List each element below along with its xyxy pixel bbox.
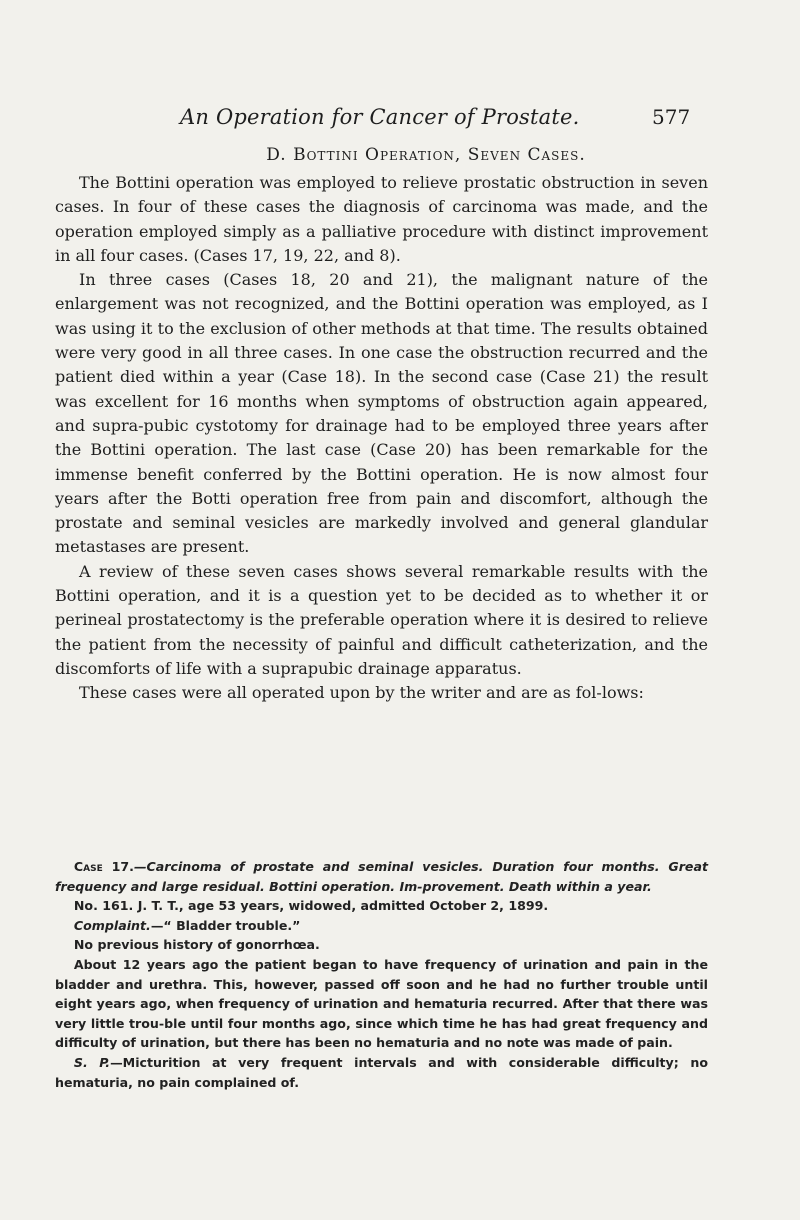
running-title: An Operation for Cancer of Prostate.: [180, 105, 580, 129]
section-heading: D. Bottini Operation, Seven Cases.: [266, 145, 586, 165]
complaint-label: Complaint.: [73, 917, 151, 933]
body-paragraph: The Bottini operation was employed to relieve prostatic obstruction in seven cases. In four of these cases the diagnosis of carcinoma was made, and the operation employed simply as a palliative procedure with distinct improvement in all four cases. (Cases 17, 19, 22, and 8).: [55, 173, 708, 265]
page-number: 577: [652, 105, 691, 129]
case-heading: [55, 857, 708, 896]
case-title: —Carcinoma of prostate and seminal vesicles. Duration four months. Great frequency and large residual. Bottini operation. Im-provement. Death within a year.: [55, 859, 708, 894]
sp-label: S. P.: [73, 1054, 111, 1070]
body-paragraph: In three cases (Cases 18, 20 and 21), the malignant nature of the enlargement was not recognized, and the Bottini operation was employed, as I was using it to the exclusion of other methods at that time. The results obtained were very good in all three cases. In one case the obstruction recurred and the patient died within a year (Case 18). In the second case (Case 21) the result was excellent for 16 months when symptoms of obstruction again appeared, and supra-pubic cystotomy for drainage had to be employed three years after the Bottini operation. The last case (Case 20) has been remarkable for the immense benefit conferred by the Bottini operation. He is now almost four years after the Botti operation free from pain and discomfort, although the prostate and seminal vesicles are markedly involved and general glandular metastases are present.: [55, 270, 708, 557]
case-history: No previous history of gonorrhœa.: [73, 937, 320, 953]
case-narrative: About 12 years ago the patient began to have frequency of urination and pain in the bladder and urethra. This, however, passed off soon and he had no further trouble until eight years ago, when frequency of urination and hematuria recurred. After that there was very little trou-ble until four months ago, since which time he has had great frequency and difficulty of urination, but there has been no hematuria and no note was made of pain.: [55, 956, 708, 1051]
case-record: No. 161. J. T. T., age 53 years, widowed, admitted October 2, 1899.: [73, 898, 549, 914]
running-head: [0, 105, 800, 131]
body-paragraph: A review of these seven cases shows several remarkable results with the Bottini operation, and it is a question yet to be decided as to whether it or perineal prostatectomy is the preferable operation where it is desired to relieve the patient from the necessity of painful and difficult catheterization, and the discomforts of life with a suprapubic drainage apparatus.: [55, 561, 708, 678]
complaint-text: —“ Bladder trouble.”: [150, 917, 301, 933]
case-sp: [55, 1053, 708, 1092]
body-paragraph: These cases were all operated upon by the writer and are as fol-lows:: [79, 683, 644, 703]
case-report: [55, 857, 708, 1092]
case-label: Case 17.: [73, 859, 134, 874]
main-body-text: [55, 171, 708, 706]
case-complaint: [55, 916, 708, 936]
sp-text: —Micturition at very frequent intervals and with considerable difficulty; no hematuria, no pain complained of.: [55, 1054, 708, 1090]
